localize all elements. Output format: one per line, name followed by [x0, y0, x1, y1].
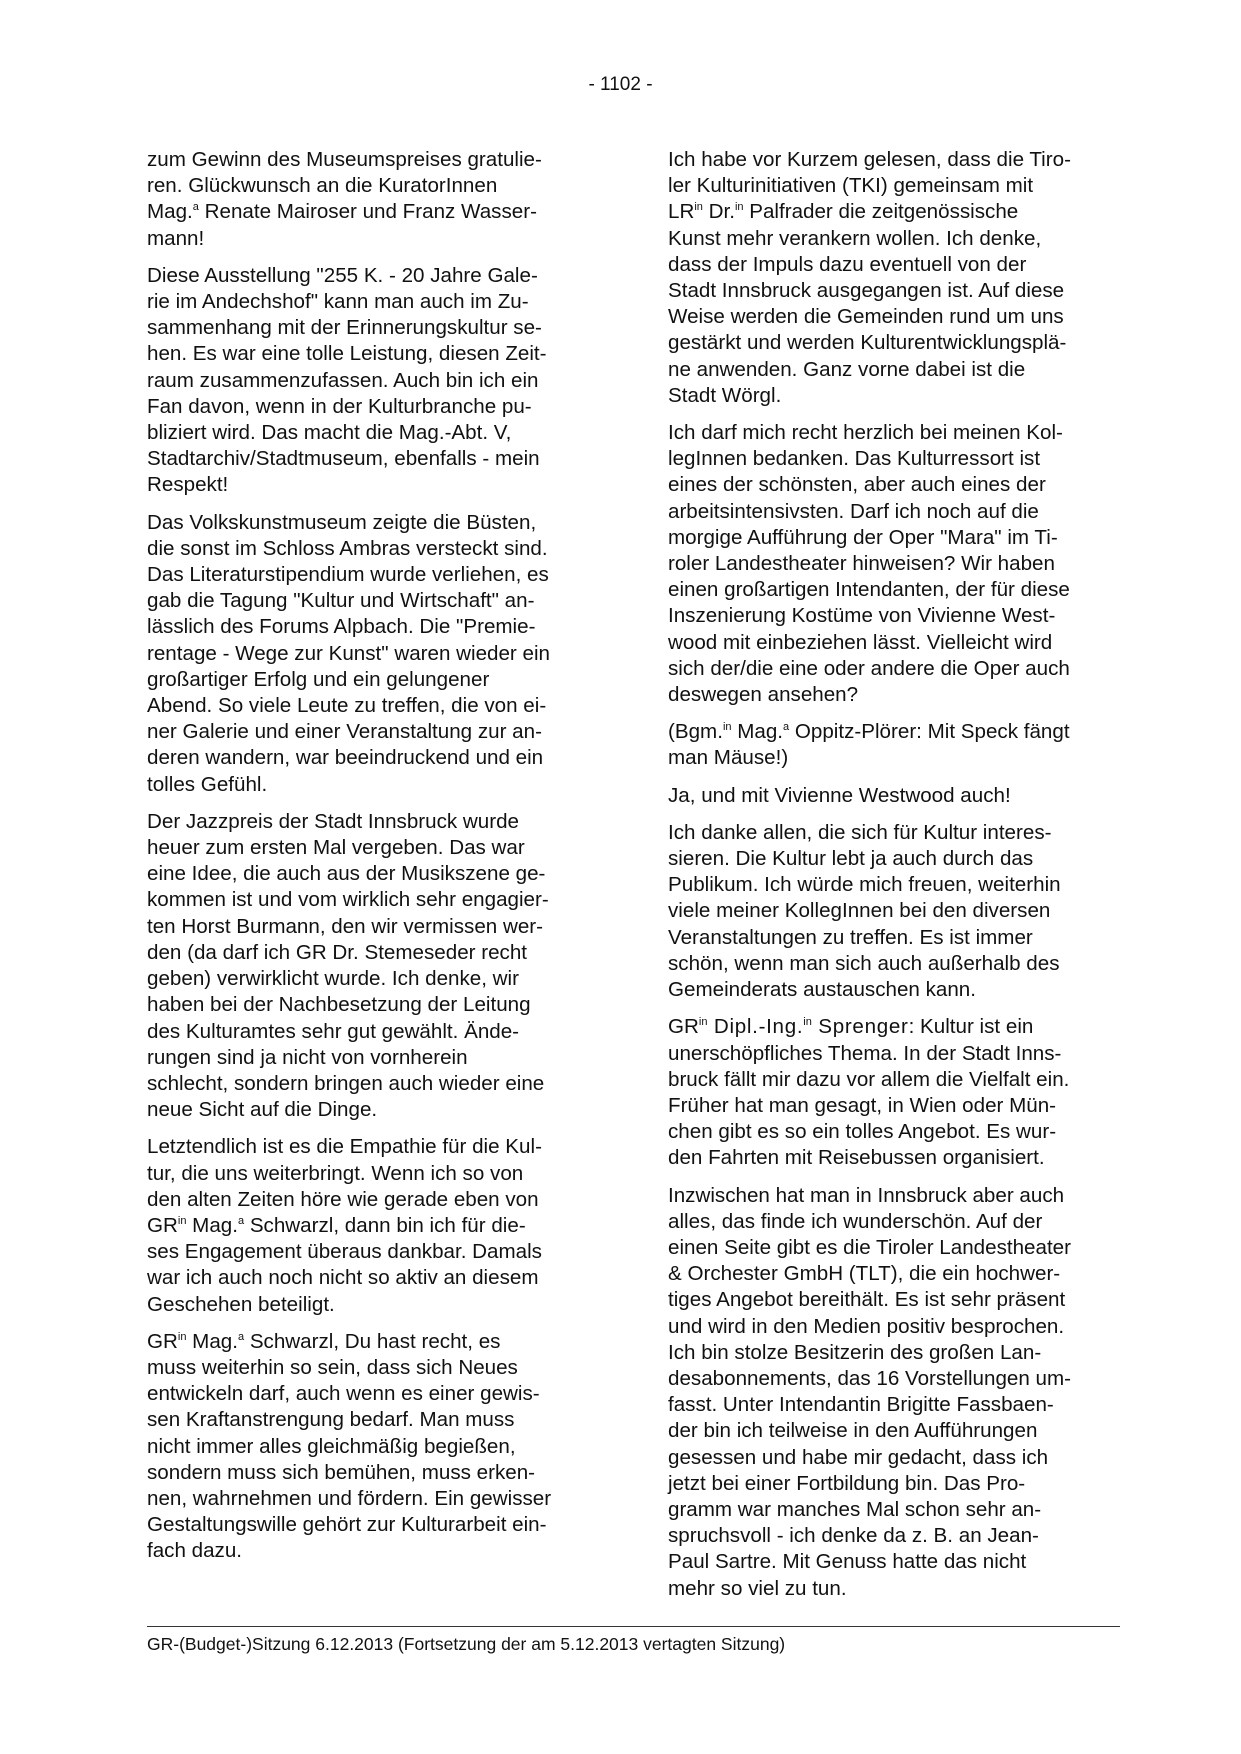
- text-line: fasst. Unter Intendantin Brigitte Fassbaen-: [668, 1393, 1054, 1417]
- text-line: ten Horst Burmann, den wir vermissen wer-: [147, 914, 543, 938]
- text-line: raum zusammenzufassen. Auch bin ich ein: [147, 368, 539, 392]
- superscript: a: [237, 1214, 245, 1227]
- text-segment: GR: [147, 1213, 178, 1237]
- text-line: tur, die uns weiterbringt. Wenn ich so von: [147, 1161, 524, 1185]
- text-line: Fan davon, wenn in der Kulturbranche pu-: [147, 394, 532, 418]
- paragraph: [668, 719, 1121, 771]
- text-line: nicht immer alles gleichmäßig begießen,: [147, 1434, 516, 1458]
- paragraph: [147, 1134, 600, 1317]
- speaker-name: Sprenger: [811, 1015, 909, 1039]
- text-line: legInnen bedanken. Das Kulturressort ist: [668, 447, 1041, 471]
- superscript: in: [803, 1016, 812, 1029]
- paragraph: [668, 147, 1121, 409]
- text-line: tolles Gefühl.: [147, 772, 268, 796]
- text-line: großartiger Erfolg und ein gelungener: [147, 667, 490, 691]
- text-line: den Fahrten mit Reisebussen organisiert.: [668, 1146, 1045, 1170]
- text-line: bliziert wird. Das macht die Mag.-Abt. V,: [147, 421, 512, 445]
- text-line: Stadt Innsbruck ausgegangen ist. Auf diese: [668, 279, 1065, 303]
- text-line: Ich habe vor Kurzem gelesen, dass die Tiro-: [668, 148, 1071, 171]
- text-line: jetzt bei einer Fortbildung bin. Das Pro-: [668, 1471, 1026, 1495]
- text-line: ner Galerie und einer Veranstaltung zur an-: [147, 720, 542, 744]
- text-line: rentage - Wege zur Kunst" waren wieder ein: [147, 641, 550, 665]
- text-line: morgige Aufführung der Oper "Mara" im Ti-: [668, 525, 1058, 549]
- text-line: Abend. So viele Leute zu treffen, die von ei-: [147, 694, 547, 718]
- text-line: sich der/die eine oder andere die Oper auch: [668, 656, 1070, 680]
- text-line: sondern muss sich bemühen, muss erken-: [147, 1460, 536, 1484]
- text-line: [668, 719, 1121, 745]
- text-line: den (da darf ich GR Dr. Stemeseder recht: [147, 940, 528, 964]
- text-line: sieren. Die Kultur lebt ja auch durch das: [668, 847, 1034, 871]
- superscript: a: [237, 1330, 245, 1343]
- text-line: lässlich des Forums Alpbach. Die "Premie-: [147, 615, 536, 639]
- text-line: Das Volkskunstmuseum zeigte die Büsten,: [147, 510, 537, 534]
- text-line: Letztendlich ist es die Empathie für die Kul-: [147, 1135, 542, 1159]
- text-segment: Mag.: [186, 1329, 238, 1353]
- text-line: sammenhang mit der Erinnerungskultur se-: [147, 316, 542, 340]
- text-line: man Mäuse!): [668, 746, 789, 770]
- text-line: Der Jazzpreis der Stadt Innsbruck wurde: [147, 809, 519, 833]
- text-line: Kunst mehr verankern wollen. Ich denke,: [668, 226, 1042, 250]
- text-line: gab die Tagung "Kultur und Wirtschaft" an-: [147, 589, 535, 613]
- text-line: der bin ich teilweise in den Aufführungen: [668, 1419, 1038, 1443]
- speaker-name: Dipl.-Ing.: [707, 1015, 804, 1039]
- text-line: den alten Zeiten höre wie gerade eben von: [147, 1187, 539, 1211]
- text-line: spruchsvoll - ich denke da z. B. an Jean-: [668, 1524, 1039, 1548]
- superscript: a: [192, 201, 199, 214]
- text-line: deswegen ansehen?: [668, 683, 859, 707]
- text-line: Stadt Wörgl.: [668, 383, 782, 407]
- text-line: [668, 1014, 1121, 1040]
- text-segment: Dr.: [702, 200, 735, 224]
- text-line: nen, wahrnehmen und fördern. Ein gewisser: [147, 1486, 552, 1510]
- text-line: Ja, und mit Vivienne Westwood auch!: [668, 783, 1011, 807]
- text-line: Weise werden die Gemeinden rund um uns: [668, 305, 1064, 329]
- text-segment: Schwarzl, Du hast recht, es: [244, 1329, 501, 1353]
- text-line: alles, das finde ich wunderschön. Auf der: [668, 1209, 1043, 1233]
- text-line: entwickeln darf, auch wenn es einer gewis-: [147, 1382, 540, 1406]
- text-segment: Mag.: [731, 720, 784, 744]
- text-line: Gestaltungswille gehört zur Kulturarbeit ein-: [147, 1513, 547, 1537]
- paragraph: [147, 510, 600, 798]
- text-line: Geschehen beteiligt.: [147, 1292, 335, 1316]
- text-line: Früher hat man gesagt, in Wien oder Mün-: [668, 1093, 1057, 1117]
- left-column: [147, 147, 600, 1576]
- text-line: viele meiner KollegInnen bei den diversen: [668, 899, 1051, 923]
- paragraph: [668, 1183, 1121, 1602]
- text-line: ren. Glückwunsch an die KuratorInnen: [147, 174, 498, 198]
- superscript: in: [694, 201, 703, 214]
- paragraph: [668, 783, 1121, 809]
- superscript: in: [177, 1330, 187, 1343]
- paragraph: [147, 147, 600, 252]
- text-line: gesessen und habe mir gedacht, dass ich: [668, 1445, 1049, 1469]
- text-line: mann!: [147, 226, 205, 250]
- text-line: mehr so viel zu tun.: [668, 1576, 847, 1600]
- text-line: des Kulturamtes sehr gut gewählt. Ände-: [147, 1019, 520, 1043]
- text-segment: Mag.: [186, 1213, 238, 1237]
- text-line: eine Idee, die auch aus der Musikszene ge-: [147, 862, 546, 886]
- text-line: einen Seite gibt es die Tiroler Landestheater: [668, 1235, 1071, 1259]
- superscript: in: [698, 1016, 708, 1029]
- text-line: muss weiterhin so sein, dass sich Neues: [147, 1355, 518, 1379]
- text-line: Diese Ausstellung "255 K. - 20 Jahre Gale-: [147, 263, 538, 287]
- text-line: Inzwischen hat man in Innsbruck aber auch: [668, 1183, 1065, 1207]
- text-line: rie im Andechshof" kann man auch im Zu-: [147, 290, 529, 314]
- text-line: unerschöpfliches Thema. In der Stadt Inns-: [668, 1041, 1062, 1065]
- superscript: a: [783, 721, 790, 734]
- text-line: [147, 199, 600, 225]
- text-line: bruck fällt mir dazu vor allem die Vielfalt ein.: [668, 1067, 1070, 1091]
- text-line: einen großartigen Intendanten, der für diese: [668, 578, 1070, 602]
- text-line: Stadtarchiv/Stadtmuseum, ebenfalls - mein: [147, 447, 540, 471]
- text-segment: Mag.: [147, 200, 193, 224]
- text-line: arbeitsintensivsten. Darf ich noch auf die: [668, 499, 1039, 523]
- text-line: Ich bin stolze Besitzerin des großen Lan-: [668, 1340, 1042, 1364]
- superscript: in: [734, 201, 744, 214]
- text-line: fach dazu.: [147, 1539, 243, 1563]
- text-line: schlecht, sondern bringen auch wieder eine: [147, 1071, 545, 1095]
- footer-text: GR-(Budget-)Sitzung 6.12.2013 (Fortsetzung der am 5.12.2013 vertagten Sitzung): [147, 1634, 786, 1654]
- text-segment: (Bgm.: [668, 720, 723, 744]
- text-line: roler Landestheater hinweisen? Wir haben: [668, 552, 1055, 576]
- text-segment: GR: [147, 1329, 178, 1353]
- paragraph: [668, 420, 1121, 708]
- text-line: Veranstaltungen zu treffen. Es ist immer: [668, 925, 1033, 949]
- text-line: geben) verwirklicht wurde. Ich denke, wir: [147, 967, 519, 991]
- text-line: neue Sicht auf die Dinge.: [147, 1098, 378, 1122]
- text-line: heuer zum ersten Mal vergeben. Das war: [147, 836, 525, 860]
- text-line: Inszenierung Kostüme von Vivienne West-: [668, 604, 1056, 628]
- text-line: Gemeinderats austauschen kann.: [668, 978, 976, 1002]
- text-line: ler Kulturinitiativen (TKI) gemeinsam mit: [668, 174, 1034, 198]
- text-line: wood mit einbeziehen lässt. Vielleicht wird: [668, 630, 1053, 654]
- text-line: [668, 199, 1121, 225]
- text-line: und wird in den Medien positiv besprochen.: [668, 1314, 1065, 1338]
- right-column: [668, 147, 1121, 1613]
- page-number: - 1102 -: [588, 74, 653, 95]
- text-line: haben bei der Nachbesetzung der Leitung: [147, 993, 531, 1017]
- text-line: & Orchester GmbH (TLT), die ein hochwer-: [668, 1262, 1061, 1286]
- text-segment: : Kultur ist ein: [908, 1015, 1034, 1039]
- text-line: desabonnements, das 16 Vorstellungen um-: [668, 1366, 1071, 1390]
- text-line: dass der Impuls dazu eventuell von der: [668, 252, 1027, 276]
- text-line: schön, wenn man sich auch außerhalb des: [668, 951, 1060, 975]
- text-line: Ich danke allen, die sich für Kultur interes-: [668, 820, 1052, 844]
- text-segment: GR: [668, 1015, 699, 1039]
- text-line: gramm war manches Mal schon sehr an-: [668, 1497, 1042, 1521]
- text-line: zum Gewinn des Museumspreises gratulie-: [147, 148, 542, 171]
- text-line: Paul Sartre. Mit Genuss hatte das nicht: [668, 1550, 1027, 1574]
- text-line: kommen ist und vom wirklich sehr engagier-: [147, 888, 549, 912]
- text-segment: LR: [668, 200, 695, 224]
- text-line: ses Engagement überaus dankbar. Damals: [147, 1240, 542, 1264]
- text-line: [147, 1329, 600, 1355]
- paragraph: [147, 809, 600, 1123]
- text-segment: Palfrader die zeitgenössische: [743, 200, 1019, 224]
- footer-divider: [147, 1626, 1120, 1627]
- text-segment: Oppitz-Plörer: Mit Speck fängt: [789, 720, 1070, 744]
- text-line: Respekt!: [147, 473, 229, 497]
- text-line: chen gibt es so ein tolles Angebot. Es wur-: [668, 1120, 1057, 1144]
- text-line: eines der schönsten, aber auch eines der: [668, 473, 1046, 497]
- text-line: [147, 1213, 600, 1239]
- text-line: war ich auch noch nicht so aktiv an diesem: [147, 1266, 539, 1290]
- text-line: gestärkt und werden Kulturentwicklungsplä-: [668, 331, 1067, 355]
- text-line: ne anwenden. Ganz vorne dabei ist die: [668, 357, 1026, 381]
- text-line: deren wandern, war beeindruckend und ein: [147, 746, 544, 770]
- text-segment: Renate Mairoser und Franz Wasser-: [198, 200, 537, 224]
- text-line: Das Literaturstipendium wurde verliehen, es: [147, 563, 549, 587]
- text-line: die sonst im Schloss Ambras versteckt sind.: [147, 536, 548, 560]
- text-line: Publikum. Ich würde mich freuen, weiterhin: [668, 873, 1061, 897]
- superscript: in: [722, 721, 732, 734]
- paragraph: [147, 1329, 600, 1565]
- paragraph: [147, 263, 600, 499]
- paragraph: [668, 820, 1121, 1003]
- text-segment: Schwarzl, dann bin ich für die-: [244, 1213, 526, 1237]
- text-line: hen. Es war eine tolle Leistung, diesen Zeit-: [147, 342, 547, 366]
- text-line: sen Kraftanstrengung bedarf. Man muss: [147, 1408, 515, 1432]
- text-line: rungen sind ja nicht von vornherein: [147, 1045, 468, 1069]
- superscript: in: [177, 1214, 187, 1227]
- text-line: Ich darf mich recht herzlich bei meinen Kol-: [668, 421, 1063, 445]
- text-line: tiges Angebot bereithält. Es ist sehr präsent: [668, 1288, 1066, 1312]
- paragraph: [668, 1014, 1121, 1171]
